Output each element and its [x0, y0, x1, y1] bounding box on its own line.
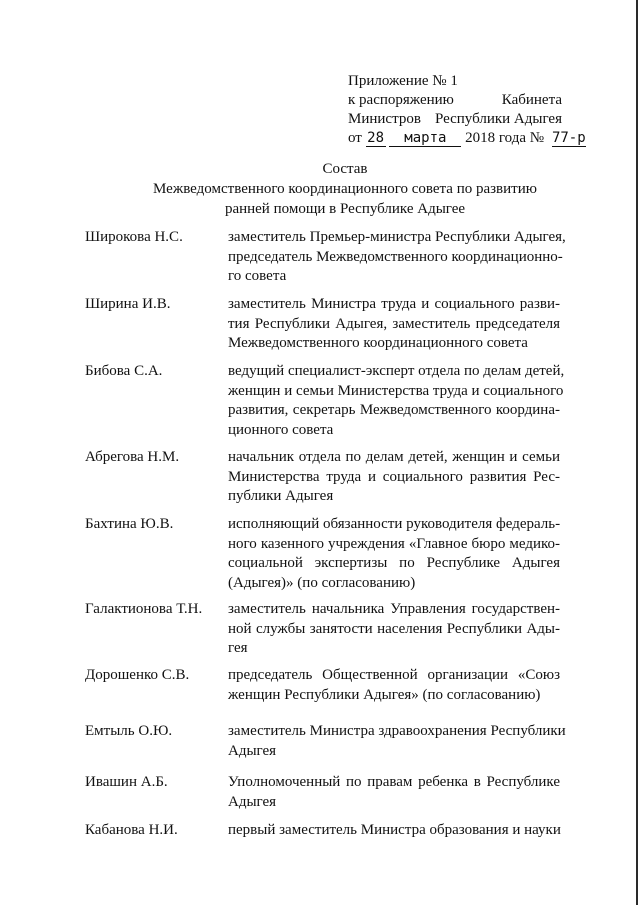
appendix-line-3-left: Министров [348, 111, 421, 127]
member-role [228, 600, 560, 659]
appendix-line-3-right: Республики Адыгея [434, 111, 562, 127]
date-prefix: от [348, 130, 362, 146]
member-name: Емтыль О.Ю. [85, 723, 173, 739]
title-line-1: Состав [322, 161, 368, 177]
member-role-line: женщин Республики Адыгея» (по согласованию) [228, 686, 541, 703]
member-role [228, 666, 560, 705]
appendix-line-1: Приложение № 1 [348, 73, 458, 89]
member-name: Дорошенко С.В. [85, 667, 190, 683]
member-role-line: председатель Общественной организации «Союз [228, 667, 560, 683]
document-title [0, 159, 640, 219]
member-role-line: Межведомственного координационного совета [228, 335, 528, 351]
member-role-line: гея [228, 640, 248, 656]
handwritten-day: 28 [367, 130, 385, 146]
appendix-line-2-left: к распоряжению [348, 92, 454, 108]
member-role-line: председатель Межведомственного координационно- [228, 248, 563, 265]
member-role-line: заместитель начальника Управления государствен- [228, 601, 560, 617]
member-role-line: го совета [228, 268, 287, 284]
member-role-line: ционного совета [228, 421, 334, 438]
member-role [228, 362, 565, 440]
appendix-line-2-right: Кабинета [501, 92, 562, 108]
member-name: Бибова С.А. [85, 363, 163, 379]
title-line-2: Межведомственного координационного совета по развитию [153, 181, 537, 197]
member-role-line: ведущий специалист-эксперт отдела по делам детей, [228, 363, 565, 379]
member-role-line: первый заместитель Министра образования и науки [228, 822, 561, 838]
appendix-line-3 [348, 110, 562, 129]
member-role-line: тия Республики Адыгея, заместитель председателя [228, 315, 560, 332]
year-text: 2018 года № [465, 130, 545, 146]
member-role [228, 295, 560, 354]
member-role-line: заместитель Премьер-министра Республики Адыгея, [228, 229, 566, 245]
member-role [228, 821, 560, 841]
appendix-header [348, 72, 586, 148]
scan-edge [636, 0, 638, 905]
appendix-date-line [348, 129, 586, 148]
member-role-line: исполняющий обязанности руководителя федераль- [228, 516, 561, 532]
member-role-line: заместитель Министра труда и социального разви- [228, 296, 560, 312]
member-role [228, 722, 566, 761]
member-role-line: Уполномоченный по правам ребенка в Республике [228, 774, 560, 790]
member-role-line: ной службы занятости населения Республики Ады- [228, 620, 560, 637]
member-role [228, 448, 560, 507]
member-role-line: Министерства труда и социального развития Рес- [228, 468, 560, 485]
member-role-line: социальной экспертизы по Республике Адыгея [228, 555, 560, 571]
member-name: Кабанова Н.И. [85, 822, 178, 838]
member-role-line: заместитель Министра здравоохранения Республики [228, 723, 566, 739]
member-role [228, 773, 560, 812]
member-role [228, 515, 560, 593]
member-role-line: публики Адыгея [228, 488, 334, 504]
member-role-line: начальник отдела по делам детей, женщин и семьи [228, 449, 560, 465]
member-role-line: ного казенного учреждения «Главное бюро медико- [228, 535, 560, 552]
member-role-line: Адыгея [228, 742, 277, 759]
member-name: Ширина И.В. [85, 296, 171, 312]
member-name: Ивашин А.Б. [85, 774, 168, 790]
member-role-line: развития, секретарь Межведомственного координа- [228, 402, 560, 418]
member-role-line: женщин и семьи Министерства труда и социального [228, 382, 564, 399]
member-name: Галактионова Т.Н. [85, 601, 203, 617]
member-name: Абрегова Н.М. [85, 449, 180, 465]
member-role-line: (Адыгея)» (по согласованию) [228, 574, 416, 591]
handwritten-number: 77-р [551, 130, 586, 146]
title-line-3: ранней помощи в Республике Адыгее [224, 201, 466, 217]
member-role [228, 228, 566, 287]
handwritten-month: марта [389, 130, 461, 147]
member-name: Бахтина Ю.В. [85, 516, 174, 532]
member-role-line: Адыгея [228, 793, 277, 810]
member-name: Широкова Н.С. [85, 229, 183, 245]
appendix-line-2 [348, 91, 562, 110]
